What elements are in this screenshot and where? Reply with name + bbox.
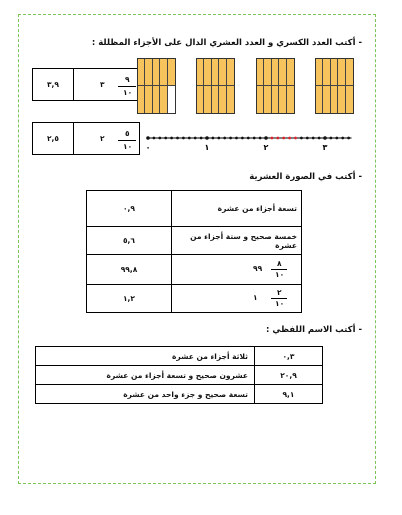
number-line-point [276,137,279,140]
grid-cell [138,59,145,86]
grid-cell [331,59,338,86]
words-cell: ثلاثة أجزاء من عشرة [36,347,255,366]
grid-cell [168,86,175,113]
grid-cell [212,86,219,113]
words-cell: عشرون صحيح و تسعة أجزاء من عشرة [36,366,255,385]
section3-heading-text: أكتب الاسم اللفظي : [266,325,356,335]
word-name-table [35,346,323,404]
decimal-answer: ٢,٥ [33,123,74,154]
grid-cell [346,59,353,86]
number-line-point [288,137,291,140]
grid-cell [257,86,264,113]
number-line-label: ٢ [263,143,269,152]
number-line-point [271,137,274,140]
number-line-point [205,136,209,140]
grid-cell [168,59,175,86]
number-line-point [146,136,150,140]
answer-cell: ٠,٩ [87,191,172,227]
number-line-point [229,137,232,140]
grid-cell [145,86,152,113]
whole-part: ٩٩ [253,263,263,273]
number-line-point [282,137,285,140]
grid-cell [227,86,234,113]
words-cell: خمسة صحيح و ستة أجزاء من عشرة [172,227,302,255]
whole-part: ٢ [100,134,105,143]
fraction-bar [118,86,136,87]
grid-cell [279,59,286,86]
tenths-grid [137,58,176,114]
numerator: ٨ [277,258,282,268]
grid-cell [145,59,152,86]
whole-part: ١ [253,292,258,302]
number-line-point [194,137,197,140]
number-line-point [217,137,220,140]
number-line-point [341,137,344,140]
section2-heading-text: أكتب في الصورة العشرية [249,172,356,182]
mixed-number-answer [74,69,139,100]
grid-cell [204,59,211,86]
words-cell: تسعة أجزاء من عشرة [172,191,302,227]
grid-cell [316,59,323,86]
grid-cell [160,59,167,86]
section1-heading-text: أكتب العدد الكسري و العدد العشري الدال على الأجزاء المظللة : [91,38,356,48]
number-line-point [158,137,161,140]
denominator: ١٠ [275,298,285,308]
grid-cell [331,86,338,113]
table-row [87,285,302,313]
number-line-point [200,137,203,140]
number-line-point [312,137,315,140]
answer-cell: ١,٢ [87,285,172,313]
grid-cell [257,59,264,86]
grid-cell [264,59,271,86]
grid-cell [204,86,211,113]
number-line-point [188,137,191,140]
numerator: ٢ [277,287,282,297]
number-line-point [153,137,156,140]
number-cell: ٠,٣ [255,347,323,366]
number-line-point [182,137,185,140]
mixed-number-cell [172,285,302,313]
number-line-point [330,137,333,140]
number-line-point [241,137,244,140]
section1-dash: - [358,38,362,48]
grid-cell [346,86,353,113]
number-line-point [212,137,215,140]
mixed-number-answer [74,123,139,154]
decimal-form-table [86,190,302,313]
section3-dash: - [358,325,362,335]
section2-dash: - [358,172,362,182]
table-row [36,366,323,385]
numerator: ٥ [125,129,130,138]
grid-cell [287,86,294,113]
number-line-point [306,137,309,140]
fraction-bar [118,140,136,141]
denominator: ١٠ [275,269,285,279]
grid-cell [197,59,204,86]
number-line-point [235,137,238,140]
number-line-point [347,137,350,140]
denominator: ١٠ [123,142,133,151]
grid-cell [219,86,226,113]
grid-cell [323,59,330,86]
number-line-label: ٠ [146,143,151,152]
grid-cell [219,59,226,86]
grid-cell [153,59,160,86]
grid-cell [316,86,323,113]
number-line-point [176,137,179,140]
grid-cell [279,86,286,113]
answer-cell: ٩٩,٨ [87,255,172,285]
tenths-grid [315,58,354,114]
number-line-point [294,137,297,140]
section1-heading [92,38,362,48]
answer-cell: ٥,٦ [87,227,172,255]
whole-part: ٣ [100,80,105,89]
grid-cell [338,59,345,86]
section2-heading [249,172,362,182]
number-line-point [323,136,327,140]
grid-cell [264,86,271,113]
answer-box-1 [32,68,140,101]
number-line-point [247,137,250,140]
grid-cell [272,86,279,113]
number-cell: ٢٠,٩ [255,366,323,385]
number-line-point [253,137,256,140]
table-row [87,191,302,227]
number-line-point [335,137,338,140]
number-line-label: ١ [204,143,210,152]
number-line-point [264,136,268,140]
denominator: ١٠ [123,88,133,97]
grid-cell [138,86,145,113]
grid-cell [272,59,279,86]
mixed-number [237,257,297,281]
grid-cell [323,86,330,113]
table-row [36,385,323,404]
table-row [36,347,323,366]
answer-box-2 [32,122,140,155]
number-line-point [318,137,321,140]
section3-heading [266,325,362,335]
words-cell: تسعة صحيح و جزء واحد من عشرة [36,385,255,404]
number-line-label: ٣ [322,143,328,152]
decimal-answer: ٣,٩ [33,69,74,100]
grid-cell [160,86,167,113]
grid-cell [197,86,204,113]
numerator: ٩ [125,75,130,84]
number-cell: ٩,١ [255,385,323,404]
tenths-grid [196,58,235,114]
tenths-grid [256,58,295,114]
number-line-point [259,137,262,140]
number-line-point [170,137,173,140]
table-row [87,227,302,255]
table-row [87,255,302,285]
mixed-number-cell [172,255,302,285]
grid-cell [338,86,345,113]
number-line-point [300,137,303,140]
grid-cell [153,86,160,113]
mixed-number [237,286,297,310]
grid-cell [212,59,219,86]
grid-cell [287,59,294,86]
number-line-point [164,137,167,140]
number-line-point [223,137,226,140]
grid-cell [227,59,234,86]
number-line [146,134,358,158]
